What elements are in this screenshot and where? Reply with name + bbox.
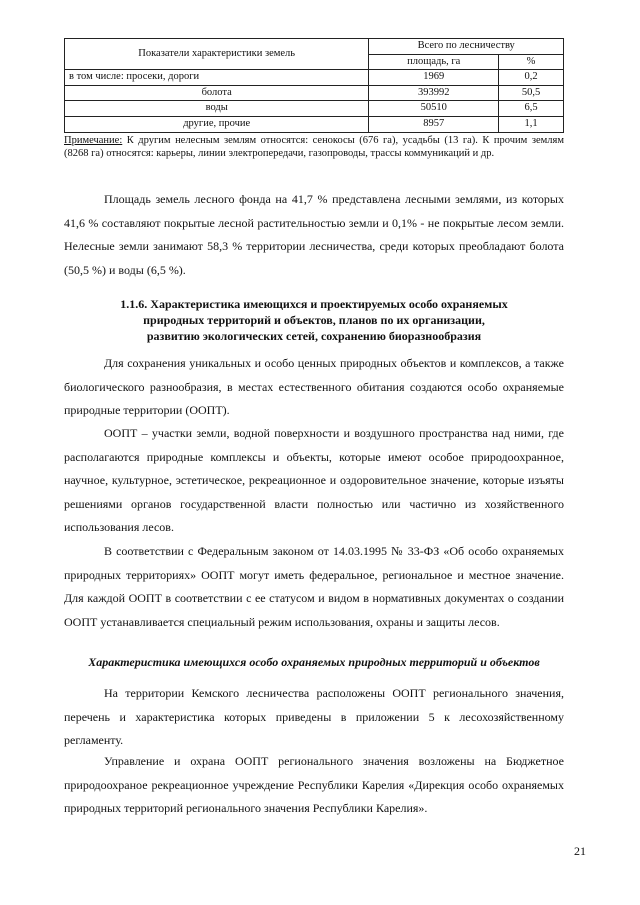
table-row [65, 85, 564, 101]
header-percent: % [499, 54, 564, 70]
row-label: воды [65, 101, 369, 117]
note-text: К другим нелесным землям относятся: сенокосы (676 га), усадьбы (13 га). К прочим землям (8268 га) относятся: карьеры, линии электропередачи, газопроводы, трассы коммуникаций и др. [64, 135, 564, 159]
row-label: болота [65, 85, 369, 101]
header-group: Всего по лесничеству [369, 39, 564, 55]
paragraph-federal-law: В соответствии с Федеральным законом от 14.03.1995 № 33-ФЗ «Об особо охраняемых природных территориях» ООПТ могут иметь федеральное, региональное и местное значение. Для каждой ООПТ в соответствии с ее статусом и видом в нормативных документах о создании ООПТ устанавливается специальный режим использования, охраны и защиты лесов. [64, 544, 564, 629]
header-area: площадь, га [369, 54, 499, 70]
row-area: 1969 [369, 70, 499, 86]
table-header-row [65, 39, 564, 55]
row-percent: 6,5 [499, 101, 564, 117]
paragraph-kem-oopt: На территории Кемского лесничества расположены ООПТ регионального значения, перечень и характеристика которых приведены в приложении 5 к лесохозяйственному регламенту. [64, 686, 564, 747]
land-characteristics-table [64, 38, 564, 133]
row-label: другие, прочие [65, 116, 369, 132]
row-area: 50510 [369, 101, 499, 117]
row-label: в том числе: просеки, дороги [65, 70, 369, 86]
paragraph-forest-area: Площадь земель лесного фонда на 41,7 % представлена лесными землями, из которых 41,6 % составляют покрытые лесной растительностью земли и 0,1% - не покрытые лесом земли. Нелесные земли занимают 58,3 % территории лесничества, среди которых преобладают болота (50,5 %) и воды (6,5 %). [64, 192, 564, 277]
row-percent: 50,5 [499, 85, 564, 101]
page-number: 21 [574, 844, 586, 858]
section-heading [64, 296, 564, 344]
header-indicator: Показатели характеристики земель [65, 39, 369, 70]
heading-line-2: природных территорий и объектов, планов по их организации, [143, 313, 485, 327]
paragraph-oopt-definition: ООПТ – участки земли, водной поверхности и воздушного пространства над ними, где располагаются природные комплексы и объекты, которые имеют особое природоохранное, научное, культурное, эстетическое, рекреационное и оздоровительное значение, которые изъяты решениями органов государственной власти полностью или частично из хозяйственного использования лесов. [64, 426, 564, 534]
row-percent: 0,2 [499, 70, 564, 86]
table-note [64, 134, 564, 160]
paragraph-oopt-purpose: Для сохранения уникальных и особо ценных природных объектов и комплексов, а также биологического разнообразия, в местах естественного обитания создаются особо охраняемые природные территории (ООПТ). [64, 356, 564, 417]
row-percent: 1,1 [499, 116, 564, 132]
table-row [65, 116, 564, 132]
table-row [65, 70, 564, 86]
heading-line-1: 1.1.6. Характеристика имеющихся и проектируемых особо охраняемых [120, 297, 508, 311]
subsection-heading: Характеристика имеющихся особо охраняемых природных территорий и объектов [88, 655, 540, 669]
row-area: 393992 [369, 85, 499, 101]
note-label: Примечание: [64, 135, 123, 146]
row-area: 8957 [369, 116, 499, 132]
heading-line-3: развитию экологических сетей, сохранению биоразнообразия [146, 329, 482, 343]
table-row [65, 101, 564, 117]
paragraph-management: Управление и охрана ООПТ регионального значения возложены на Бюджетное природоохраное рекреационное учреждение Республики Карелия «Дирекция особо охраняемых природных территорий регионального значения Республики Карелия». [64, 754, 564, 815]
